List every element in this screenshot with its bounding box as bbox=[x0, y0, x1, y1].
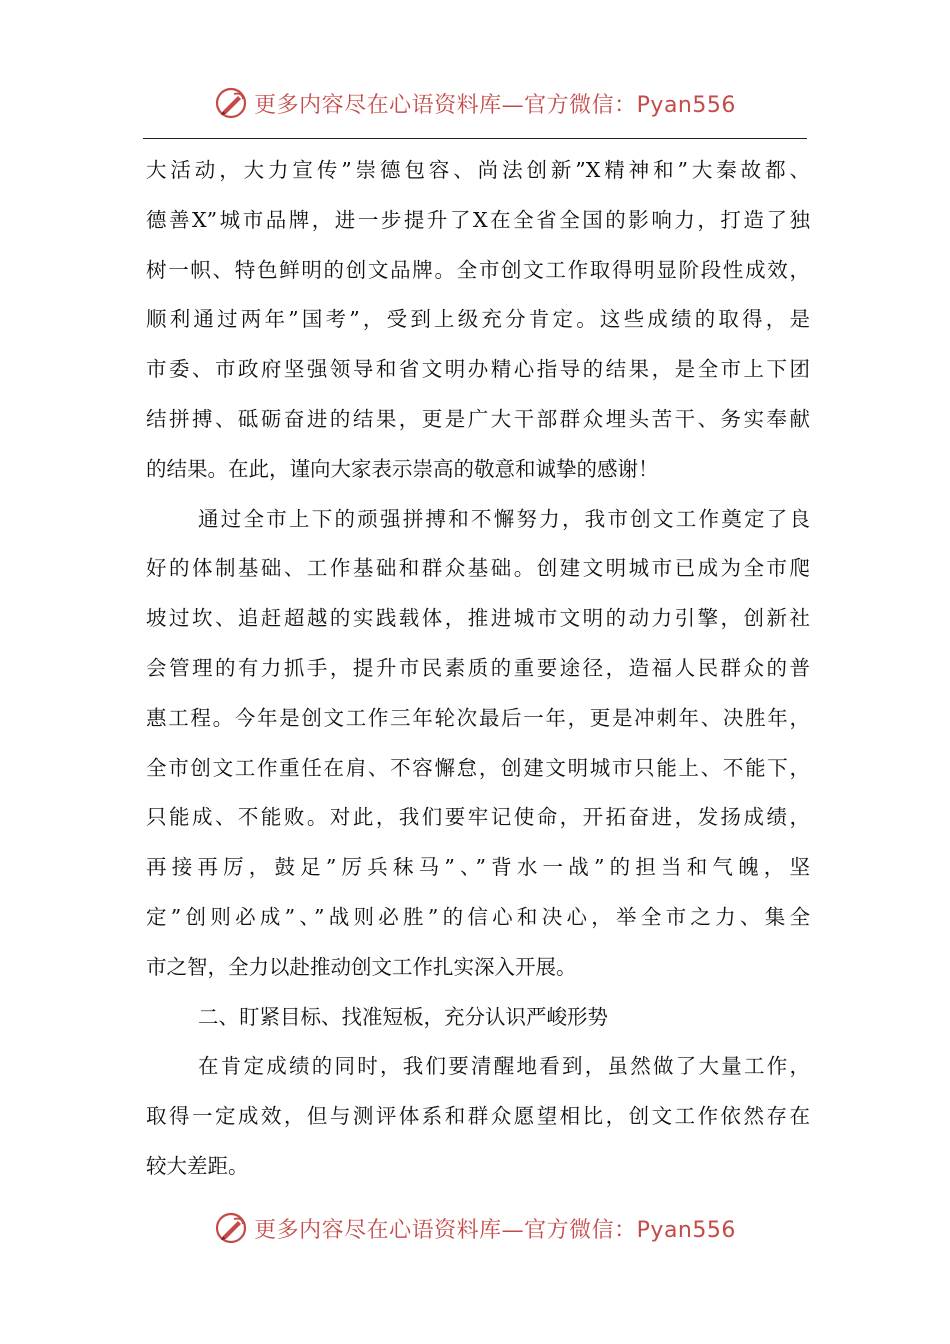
text-line: 顺利通过两年”国考”，受到上级充分肯定。这些成绩的取得，是 bbox=[146, 307, 810, 332]
text-line: 坡过坎、追赶超越的实践载体，推进城市文明的动力引擎，创新社 bbox=[146, 606, 810, 631]
text-line: 较大差距。 bbox=[146, 1153, 249, 1178]
text-line: 全市创文工作重任在肩、不容懈怠，创建文明城市只能上、不能下， bbox=[146, 755, 810, 780]
text-line: 结拼搏、砥砺奋进的结果，更是广大干部群众埋头苦干、务实奉献 bbox=[146, 406, 810, 431]
text-line: 好的体制基础、工作基础和群众基础。创建文明城市已成为全市爬 bbox=[146, 556, 810, 581]
document-body bbox=[146, 146, 810, 1192]
wechat-label: 官方微信： bbox=[524, 1217, 637, 1243]
text-line: 树一帜、特色鲜明的创文品牌。全市创文工作取得明显阶段性成效， bbox=[146, 257, 810, 282]
banner-text bbox=[254, 88, 736, 119]
text-line: 惠工程。今年是创文工作三年轮次最后一年，更是冲刺年、决胜年， bbox=[146, 705, 810, 730]
wechat-id: Pyan556 bbox=[636, 1217, 736, 1243]
text-line: 只能成、不能败。对此，我们要牢记使命，开拓奋进，发扬成绩， bbox=[146, 805, 810, 830]
text-line: 德善X”城市品牌，进一步提升了X在全省全国的影响力，打造了独 bbox=[146, 207, 810, 232]
wechat-label: 官方微信： bbox=[524, 92, 637, 118]
text-line: 定”创则必成”、”战则必胜”的信心和决心，举全市之力、集全 bbox=[146, 904, 810, 929]
text-line: 再接再厉，鼓足”厉兵秣马”、”背水一战”的担当和气魄，坚 bbox=[146, 855, 810, 880]
banner-text bbox=[254, 1213, 736, 1244]
text-line: 在肯定成绩的同时，我们要清醒地看到，虽然做了大量工作， bbox=[198, 1054, 810, 1079]
header-banner bbox=[0, 83, 950, 123]
text-line: 取得一定成效，但与测评体系和群众愿望相比，创文工作依然存在 bbox=[146, 1104, 810, 1129]
banner-title: 更多内容尽在心语资料库 bbox=[254, 92, 502, 118]
pen-logo-icon bbox=[214, 86, 248, 120]
footer-banner bbox=[0, 1208, 950, 1248]
text-line: 的结果。在此，谨向大家表示崇高的敬意和诚挚的感谢！ bbox=[146, 456, 659, 481]
text-line: 会管理的有力抓手，提升市民素质的重要途径，造福人民群众的普 bbox=[146, 655, 810, 680]
banner-separator: — bbox=[501, 1217, 525, 1243]
wechat-id: Pyan556 bbox=[636, 92, 736, 118]
text-line: 市之智，全力以赴推动创文工作扎实深入开展。 bbox=[146, 954, 577, 979]
header-rule bbox=[143, 138, 807, 139]
section-heading: 二、盯紧目标、找准短板，充分认识严峻形势 bbox=[198, 1004, 608, 1029]
text-line: 市委、市政府坚强领导和省文明办精心指导的结果，是全市上下团 bbox=[146, 357, 810, 382]
banner-title: 更多内容尽在心语资料库 bbox=[254, 1217, 502, 1243]
text-line: 通过全市上下的顽强拼搏和不懈努力，我市创文工作奠定了良 bbox=[198, 506, 810, 531]
pen-logo-icon bbox=[214, 1211, 248, 1245]
text-line: 大活动，大力宣传”崇德包容、尚法创新”X精神和”大秦故都、 bbox=[146, 158, 810, 182]
banner-separator: — bbox=[501, 92, 525, 118]
